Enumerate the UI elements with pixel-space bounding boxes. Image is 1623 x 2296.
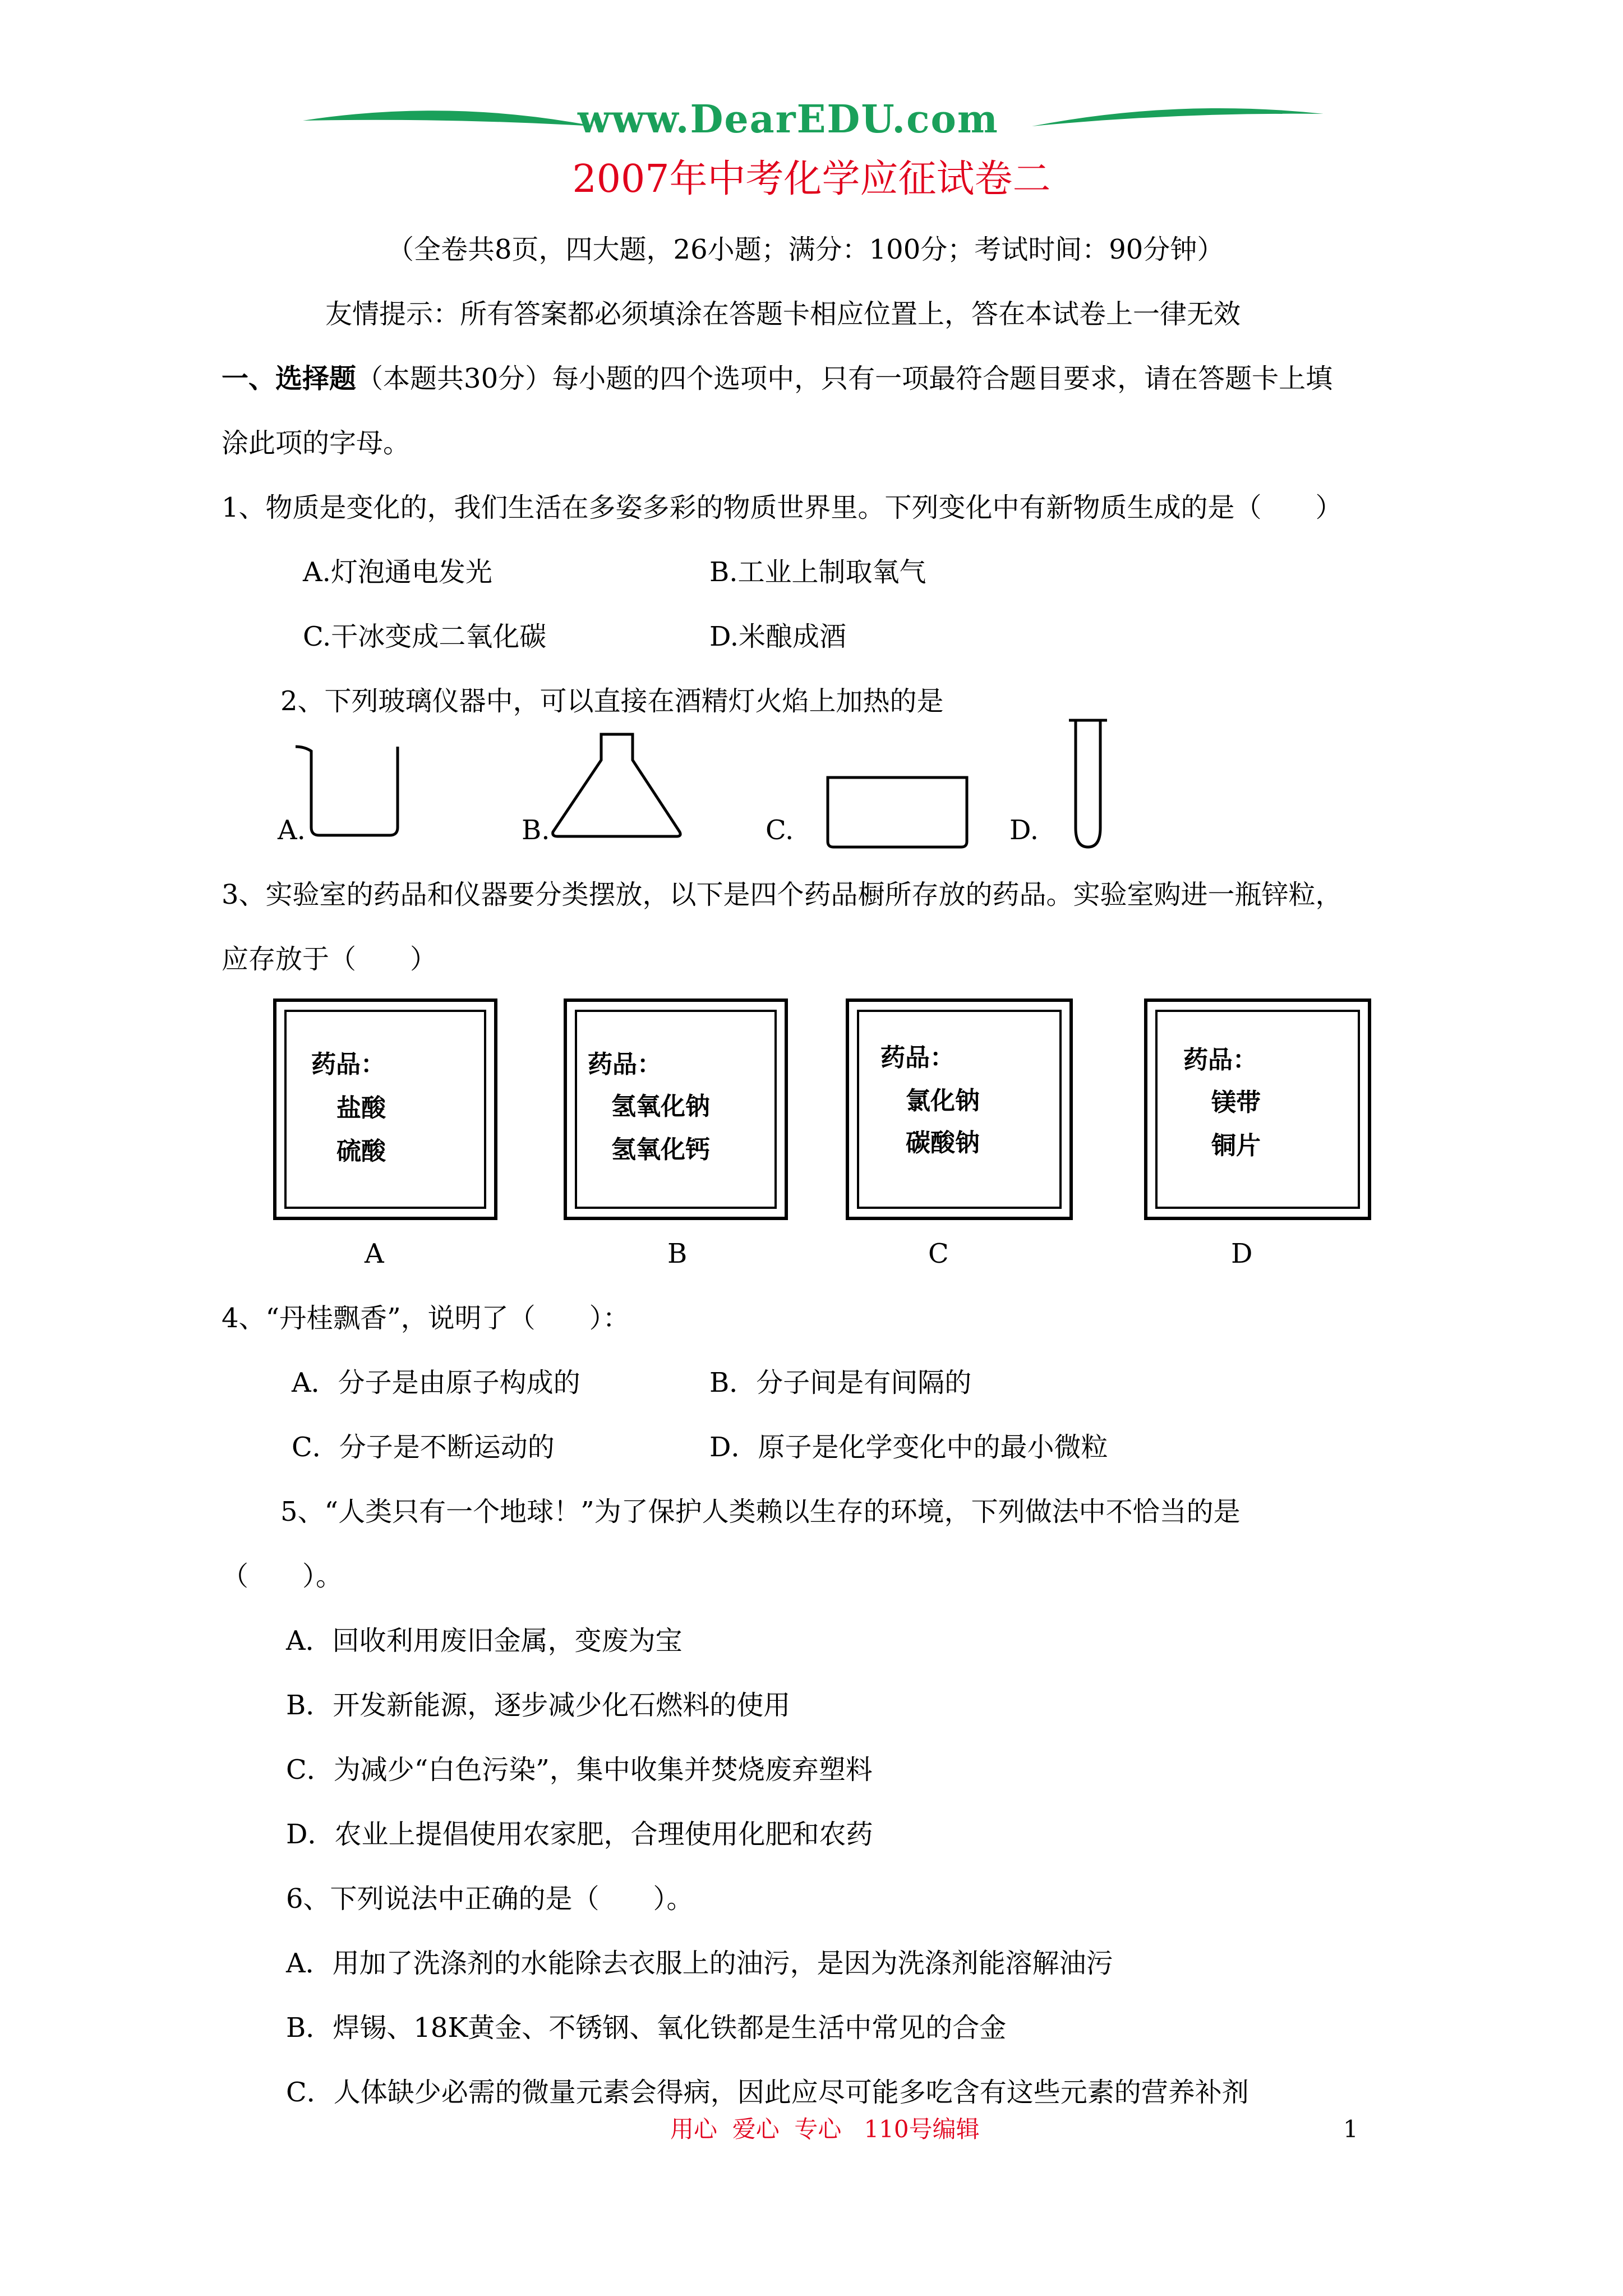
cabinet-a-label: A xyxy=(365,1238,384,1269)
cabinet-a-item2: 硫酸 xyxy=(336,1137,386,1166)
logo-text: www.DearEDU.com xyxy=(578,97,999,142)
exam-tip: 友情提示：所有答案都必须填涂在答题卡相应位置上，答在本试卷上一律无效 xyxy=(325,298,1241,330)
cabinet-a-item1: 盐酸 xyxy=(336,1094,386,1122)
cabinet-c-header: 药品： xyxy=(880,1043,955,1072)
q2-label-a: A. xyxy=(278,815,306,846)
page-number: 1 xyxy=(1343,2115,1358,2143)
question-6-stem: 6、下列说法中正确的是（ ）。 xyxy=(286,1883,694,1915)
beaker-icon xyxy=(294,743,407,844)
question-4-stem: 4、“丹桂飘香”，说明了（ ）： xyxy=(222,1303,630,1334)
exam-info: （全卷共8页，四大题，26小题；满分：100分；考试时间：90分钟） xyxy=(387,234,1224,265)
cabinet-a-header: 药品： xyxy=(311,1050,385,1079)
conical-flask-icon xyxy=(550,732,684,844)
right-swoosh-icon xyxy=(1032,104,1324,137)
question-5-stem-line2: （ ）。 xyxy=(222,1561,343,1592)
cabinet-b-header: 药品： xyxy=(588,1050,662,1079)
section-intro xyxy=(222,362,1332,395)
q1-option-d: D.米酿成酒 xyxy=(709,621,847,652)
question-1-stem: 1、物质是变化的，我们生活在多姿多彩的物质世界里。下列变化中有新物质生成的是（ ） xyxy=(222,492,1343,523)
cabinet-c-item2: 碳酸钠 xyxy=(906,1129,980,1157)
q1-option-c: C.干冰变成二氧化碳 xyxy=(303,621,547,652)
q4-option-d: D．原子是化学变化中的最小微粒 xyxy=(709,1432,1108,1463)
q5-option-b: B．开发新能源，逐步减少化石燃料的使用 xyxy=(286,1690,791,1721)
test-tube-icon xyxy=(1066,718,1110,853)
section-prefix: 一、 xyxy=(222,363,276,394)
cabinet-b-item1: 氢氧化钠 xyxy=(611,1092,710,1121)
q1-option-b: B.工业上制取氧气 xyxy=(709,556,926,588)
q4-option-c: C．分子是不断运动的 xyxy=(292,1432,555,1463)
q1-option-a: A.灯泡通电发光 xyxy=(303,556,492,588)
cabinet-b-label: B xyxy=(667,1238,688,1269)
cabinet-d-header: 药品： xyxy=(1183,1046,1257,1074)
left-swoosh-icon xyxy=(303,104,594,137)
q5-option-c: C．为减少“白色污染”，集中收集并焚烧废弃塑料 xyxy=(286,1754,873,1786)
cabinet-d-item2: 铜片 xyxy=(1211,1131,1261,1160)
cabinet-c-item1: 氯化钠 xyxy=(906,1087,980,1115)
section-intro-line2: 涂此项的字母。 xyxy=(222,427,411,459)
question-2-stem: 2、下列玻璃仪器中，可以直接在酒精灯火焰上加热的是 xyxy=(280,685,944,717)
cabinet-d-label: D xyxy=(1231,1238,1253,1269)
q6-option-b: B．焊锡、18K黄金、不锈钢、氧化铁都是生活中常见的合金 xyxy=(286,2012,1007,2044)
cabinet-c-label: C xyxy=(928,1238,949,1269)
q6-option-c: C．人体缺少必需的微量元素会得病，因此应尽可能多吃含有这些元素的营养补剂 xyxy=(286,2077,1249,2108)
q5-option-d: D．农业上提倡使用农家肥，合理使用化肥和农药 xyxy=(286,1819,873,1850)
q2-label-d: D. xyxy=(1009,815,1039,846)
q2-label-b: B. xyxy=(522,815,550,846)
glass-dish-icon xyxy=(824,774,970,853)
q5-option-a: A．回收利用废旧金属，变废为宝 xyxy=(286,1625,683,1657)
section-heading: 选择题 xyxy=(275,363,357,394)
question-3-stem-line2: 应存放于（ ） xyxy=(222,944,437,975)
cabinet-b-item2: 氢氧化钙 xyxy=(611,1135,710,1164)
q6-option-a: A．用加了洗涤剂的水能除去衣服上的油污，是因为洗涤剂能溶解油污 xyxy=(286,1948,1113,1979)
exam-title: 2007年中考化学应征试卷二 xyxy=(572,157,1051,201)
q2-label-c: C. xyxy=(766,815,794,846)
q4-option-a: A．分子是由原子构成的 xyxy=(292,1367,580,1398)
q4-option-b: B．分子间是有间隔的 xyxy=(709,1367,972,1398)
footer-slogan: 用心 爱心 专心 110号编辑 xyxy=(670,2115,980,2143)
section-intro-text: （本题共30分）每小题的四个选项中，只有一项最符合题目要求，请在答题卡上填 xyxy=(356,363,1333,394)
site-logo xyxy=(303,95,1324,146)
question-5-stem-line1: 5、“人类只有一个地球！”为了保护人类赖以生存的环境，下列做法中不恰当的是 xyxy=(280,1496,1241,1527)
cabinet-d-item1: 镁带 xyxy=(1211,1088,1261,1117)
question-3-stem-line1: 3、实验室的药品和仪器要分类摆放，以下是四个药品橱所存放的药品。实验室购进一瓶锌粒， xyxy=(222,879,1343,910)
